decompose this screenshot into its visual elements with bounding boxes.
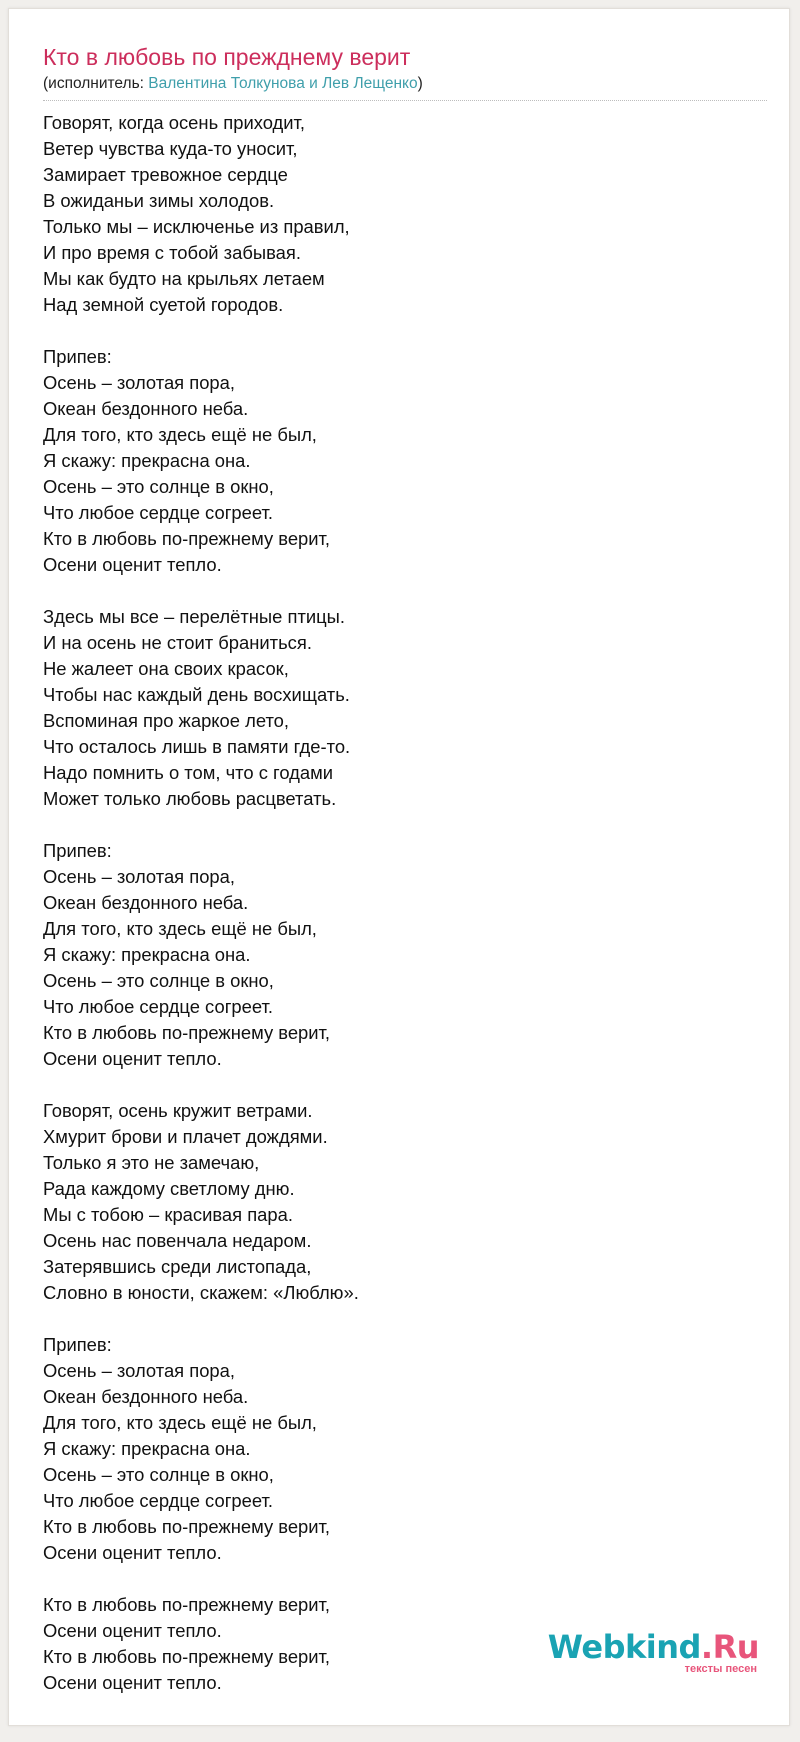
lyric-line: Ветер чувства куда-то уносит, <box>43 138 298 159</box>
lyric-line: Хмурит брови и плачет дождями. <box>43 1126 328 1147</box>
lyric-line: Осень – это солнце в окно, <box>43 1464 274 1485</box>
stanza-gap <box>43 1072 743 1098</box>
lyric-line: Что любое сердце согреет. <box>43 996 273 1017</box>
lyric-line: Мы как будто на крыльях летаем <box>43 268 325 289</box>
lyric-line: Припев: <box>43 840 112 861</box>
lyric-line: Что любое сердце согреет. <box>43 1490 273 1511</box>
lyric-line: Осени оценит тепло. <box>43 1620 222 1641</box>
lyric-line: Что осталось лишь в памяти где-то. <box>43 736 351 757</box>
logo-tagline: тексты песен <box>684 1663 757 1675</box>
lyric-line: Надо помнить о том, что с годами <box>43 762 334 783</box>
lyric-line: Кто в любовь по-прежнему верит, <box>43 1646 331 1667</box>
stanza-gap <box>43 812 743 838</box>
lyric-line: Только я это не замечаю, <box>43 1152 260 1173</box>
lyric-line: Кто в любовь по-прежнему верит, <box>43 1022 331 1043</box>
logo-wordmark <box>548 1629 759 1665</box>
lyric-line: Для того, кто здесь ещё не был, <box>43 424 317 445</box>
lyric-line: Осени оценит тепло. <box>43 1672 222 1693</box>
lyric-line: Я скажу: прекрасна она. <box>43 450 251 471</box>
lyric-line: Я скажу: прекрасна она. <box>43 944 251 965</box>
lyric-line: В ожиданьи зимы холодов. <box>43 190 275 211</box>
artist-link[interactable]: Валентина Толкунова и Лев Лещенко <box>148 75 418 92</box>
stanza-gap <box>43 1306 743 1332</box>
lyric-line: Осень – золотая пора, <box>43 1360 235 1381</box>
lyrics-text <box>43 110 743 1696</box>
lyric-line: Не жалеет она своих красок, <box>43 658 289 679</box>
logo-tld: .Ru <box>700 1628 759 1666</box>
title-divider <box>43 100 767 101</box>
lyric-line: Вспоминая про жаркое лето, <box>43 710 290 731</box>
lyric-line: Чтобы нас каждый день восхищать. <box>43 684 350 705</box>
lyric-line: Океан бездонного неба. <box>43 1386 249 1407</box>
lyric-line: Затерявшись среди листопада, <box>43 1256 312 1277</box>
lyric-line: И на осень не стоит браниться. <box>43 632 312 653</box>
lyric-line: Кто в любовь по-прежнему верит, <box>43 1594 331 1615</box>
lyric-line: Океан бездонного неба. <box>43 892 249 913</box>
artist-suffix: ) <box>417 75 423 92</box>
lyric-line: Над земной суетой городов. <box>43 294 284 315</box>
lyric-line: Что любое сердце согреет. <box>43 502 273 523</box>
lyric-line: Замирает тревожное сердце <box>43 164 288 185</box>
artist-line <box>43 74 423 94</box>
logo-brand: Webkind <box>547 1628 701 1666</box>
lyric-line: Может только любовь расцветать. <box>43 788 337 809</box>
lyric-line: Океан бездонного неба. <box>43 398 249 419</box>
lyric-line: Кто в любовь по-прежнему верит, <box>43 528 331 549</box>
lyric-line: Здесь мы все – перелётные птицы. <box>43 606 345 627</box>
lyric-line: Припев: <box>43 346 112 367</box>
stanza-gap <box>43 578 743 604</box>
lyric-line: Я скажу: прекрасна она. <box>43 1438 251 1459</box>
lyric-line: Осени оценит тепло. <box>43 554 222 575</box>
lyric-line: Осени оценит тепло. <box>43 1542 222 1563</box>
lyric-line: Говорят, осень кружит ветрами. <box>43 1100 313 1121</box>
site-logo[interactable] <box>547 1628 759 1679</box>
stanza-gap <box>43 318 743 344</box>
song-title: Кто в любовь по прежднему верит <box>43 44 411 70</box>
lyric-line: Осень – золотая пора, <box>43 372 235 393</box>
lyric-line: Для того, кто здесь ещё не был, <box>43 1412 317 1433</box>
lyric-line: Только мы – исключенье из правил, <box>43 216 350 237</box>
stanza-gap <box>43 1566 743 1592</box>
lyric-line: Для того, кто здесь ещё не был, <box>43 918 317 939</box>
lyric-line: Припев: <box>43 1334 112 1355</box>
artist-prefix: (исполнитель: <box>43 75 149 92</box>
lyric-line: Осень нас повенчала недаром. <box>43 1230 312 1251</box>
lyric-line: Осень – золотая пора, <box>43 866 235 887</box>
lyric-line: Словно в юности, скажем: «Люблю». <box>43 1282 359 1303</box>
lyric-line: Осень – это солнце в окно, <box>43 476 274 497</box>
content-card <box>8 8 790 1726</box>
lyric-line: Говорят, когда осень приходит, <box>43 112 306 133</box>
lyric-line: Осени оценит тепло. <box>43 1048 222 1069</box>
lyric-line: Осень – это солнце в окно, <box>43 970 274 991</box>
lyric-line: Мы с тобою – красивая пара. <box>43 1204 293 1225</box>
lyric-line: Рада каждому светлому дню. <box>43 1178 295 1199</box>
lyric-line: Кто в любовь по-прежнему верит, <box>43 1516 331 1537</box>
lyric-line: И про время с тобой забывая. <box>43 242 301 263</box>
